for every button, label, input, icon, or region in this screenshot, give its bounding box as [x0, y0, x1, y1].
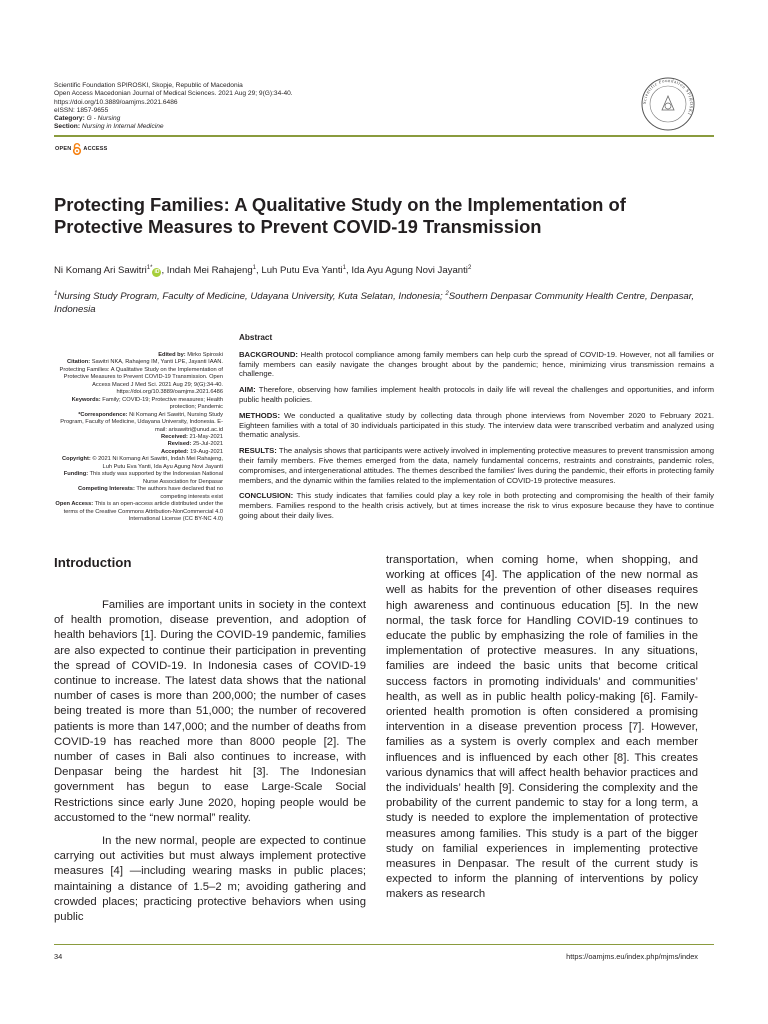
introduction-heading: Introduction	[54, 555, 132, 570]
article-metadata	[54, 352, 223, 523]
body-right-column	[386, 553, 698, 903]
meta-label: *Correspondence:	[78, 411, 128, 418]
footer-divider	[54, 944, 714, 945]
meta-value: 19-Aug-2021	[190, 448, 223, 455]
meta-label: Competing Interests:	[77, 486, 135, 493]
abstract	[239, 333, 714, 527]
affiliation-mark: 1	[54, 291, 58, 297]
meta-value: © 2021 Ni Komang Ari Sawitri, Indah Mei Rahajeng, Luh Putu Eva Yanti, Ida Ayu Agung Novi Jayanti	[92, 456, 223, 470]
foundation-seal-logo	[640, 76, 696, 132]
author-list: Ni Komang Ari Sawitri$^{1*}$iD , Indah Mei Rahajeng$^1$, Luh Putu Eva Yanti$^1$, Ida Ayu Agung Novi Jayanti$^2$	[54, 265, 472, 276]
meta-value: Sawitri NKA, Rahajeng IM, Yanti LPE, Jayanti IAAN. Protecting Families: A Qualitative Study on the Implementation of Protective Measures to Prevent COVID-19 Transmission. Open Access Maced J Med Sci. 2021 Aug 29; 9(G):34-40. https://doi.org/10.3889/oamjms.2021.6486	[59, 359, 223, 396]
author-affiliation-mark: 2	[467, 265, 472, 271]
open-access-badge	[55, 143, 108, 155]
meta-label: Edited by:	[158, 352, 186, 358]
body-paragraph: In the new normal, people are expected to continue carrying out activities but must always implement protective measures [4] —including wearing masks in public places; maintaining a distance of 1.5–2 m; avoiding gathering and crowded places; practicing protective behaviors when using public	[54, 835, 366, 924]
abstract-text: Health protocol compliance among family members can help curb the spread of COVID-19. However, not all families or family members can easily navigate the changes brought about by the pandemic; hence, minimizing virus transmission remains a challenge.	[239, 349, 714, 379]
abstract-label: BACKGROUND:	[239, 349, 298, 359]
meta-value: Mirko Spiroski	[187, 352, 223, 358]
affiliation-mark: 2	[445, 291, 449, 297]
author-affiliation-mark: 1*	[146, 265, 153, 271]
meta-label: Accepted:	[161, 448, 189, 455]
meta-value: Family; COVID-19; Protective measures; Health protection; Pandemic	[102, 396, 223, 411]
abstract-title: Abstract	[239, 333, 273, 342]
body-paragraph: transportation, when coming home, when shopping, and working at offices [4]. The application of the new normal as well as habits for the prevention of other diseases requires high awareness and continuous education [5]. In the new normal, the task force for Handling COVID-19 continues to educate the public by emphasizing the role of families in the implementation of protective measures. In any situations, families are indeed the basic units that become critical success factors in promoting individuals’ and communities’ health, as well as in public health policy-making [6]. Family-oriented health promotion is often considered a promising intervention in a disease prevention process [7]. However, families as a system is overly complex and each member influences and is influenced by each other [8]. This creates various dynamics that will affect health behavior practices and the individuals’ health [9]. Considering the complexity and the probability of the current pandemic to stay for a long term, a study is needed to explore the implementation of protective measures among families. This study is a part of the bigger study on familial experiences in implementing protective measures in Denpasar. The result of the current study is expected to inform the planning of interventions by policy makers as research	[386, 554, 698, 901]
abstract-background	[239, 350, 714, 379]
meta-open-access	[54, 501, 223, 523]
journal-url-link[interactable]: https://oamjms.eu/index.php/mjms/index	[566, 952, 698, 961]
abstract-aim	[239, 385, 714, 405]
meta-funding	[54, 471, 223, 486]
meta-value: This is an open-access article distributed under the terms of the Creative Commons Attribution-NonCommercial 4.0 International License (CC BY-NC 4.0)	[63, 501, 223, 522]
author-name: Luh Putu Eva Yanti	[261, 265, 343, 276]
affiliation-text: Southern Denpasar Community Health Centre, Denpasar, Indonesia	[54, 291, 695, 315]
orcid-icon[interactable]: iD	[154, 269, 160, 275]
meta-revised	[54, 441, 223, 448]
doi-link[interactable]: https://doi.org/10.3889/oamjms.2021.6486	[54, 98, 178, 106]
category-value: G - Nursing	[86, 115, 121, 123]
abstract-text: This study indicates that families could play a key role in both protecting and compromising the health of their family members. Families respond to the health crisis actively, but at times increase the risk to virus exposure because they have to continue going about their daily lives.	[239, 491, 714, 520]
abstract-conclusion	[239, 491, 714, 520]
category-line	[54, 115, 614, 123]
meta-label: Copyright:	[62, 456, 91, 463]
abstract-label: CONCLUSION:	[239, 491, 294, 501]
meta-value: This study was supported by the Indonesian National Nurse Association for Denpasar	[89, 471, 223, 485]
meta-label: Citation:	[67, 359, 91, 366]
affiliation-text: Nursing Study Program, Faculty of Medicine, Udayana University, Kuta Selatan, Indonesia;	[57, 291, 443, 302]
meta-correspondence	[54, 412, 223, 434]
section-value: Nursing in Internal Medicine	[81, 123, 164, 131]
eissn-line: eISSN: 1857-9655	[54, 106, 109, 114]
page-number: 34	[54, 952, 63, 961]
open-access-lock-icon	[72, 143, 82, 155]
author-name: Ni Komang Ari Sawitri	[54, 265, 147, 276]
section-label: Section:	[54, 123, 81, 131]
meta-copyright	[54, 456, 223, 471]
article-title: Protecting Families: A Qualitative Study on the Implementation of Protective Measures to Prevent COVID-19 Transmission	[54, 194, 626, 237]
meta-value: 21-May-2021	[189, 433, 223, 440]
meta-label: Funding:	[63, 471, 89, 478]
meta-competing	[54, 486, 223, 501]
publisher-line: Scientific Foundation SPIROSKI, Skopje, Republic of Macedonia	[54, 82, 243, 89]
section-line	[54, 123, 614, 131]
journal-line: Open Access Macedonian Journal of Medical Sciences. 2021 Aug 29; 9(G):34-40.	[54, 90, 293, 98]
author-affiliation-mark: 1	[342, 265, 346, 271]
meta-value: The authors have declared that no competing interests exist	[136, 486, 223, 500]
meta-value: 25-Jul-2021	[192, 441, 223, 448]
abstract-text: Therefore, observing how families implement health protocols in daily life will reveal the challenges and opportunities, and inform public health policies.	[239, 385, 714, 404]
meta-label: Revised:	[167, 441, 192, 448]
meta-citation	[54, 359, 223, 396]
abstract-label: METHODS:	[239, 410, 280, 420]
meta-edited	[54, 352, 223, 359]
affiliations	[54, 288, 714, 316]
abstract-text: We conducted a qualitative study by collecting data through phone interviews from November 2020 to February 2021. Eighteen families with a total of 30 individuals participated in this study. The interview data were transcribed verbatim and analyzed using thematic analysis.	[239, 410, 714, 440]
access-label: ACCESS	[83, 146, 108, 152]
meta-value: Ni Komang Ari Sawitri, Nursing Study Program, Faculty of Medicine, Udayana University, Indonesia. E-mail: arisawitri@unud.ac.id	[60, 411, 223, 433]
author-name: Ida Ayu Agung Novi Jayanti	[351, 265, 468, 276]
body-paragraph: Families are important units in society in the context of health promotion, disease prevention, and adoption of health behaviors [1]. During the COVID-19 pandemic, families are also expected to continue their participation in preventing the spread of COVID-19. In Indonesia cases of COVID-19 continue to increase. The latest data shows that the national number of cases is more than 200,000; the number of cases being treated is more than 51,000; the number of recovered patients is more than 147,000; and the number of deaths from COVID-19 has reached more than 8000 people [2]. The number of cases in Bali also continues to increase, with Denpasar being the hardest hit [3]. The Indonesian government has begun to ease Large-Scale Social Restrictions since early June 2020, hoping people would be accustomed to the “new normal” reality.	[54, 599, 366, 824]
meta-label: Open Access:	[55, 501, 94, 508]
open-label: OPEN	[55, 146, 72, 152]
abstract-text: The analysis shows that participants were actively involved in implementing protective measures to prevent transmission among their family members. Five themes emerged from the data, namely fundamental concerns, restraints and constraints, pandemic roles, compromises, and intergenerational attitudes. The themes described the families' lives during the pandemic, their efforts in protecting family members, and the dynamic within the families related to the implementation of COVID-19 protective measures.	[239, 446, 714, 485]
header-divider	[54, 135, 714, 137]
abstract-label: AIM:	[239, 385, 256, 395]
author-name: Indah Mei Rahajeng	[166, 265, 253, 276]
meta-label: Keywords:	[71, 396, 101, 403]
author-affiliation-mark: 1	[252, 265, 257, 271]
category-label: Category:	[54, 115, 85, 123]
abstract-methods	[239, 411, 714, 440]
meta-label: Received:	[161, 433, 188, 440]
meta-received	[54, 434, 223, 441]
meta-keywords	[54, 397, 223, 412]
journal-header-info	[54, 82, 614, 132]
abstract-label: RESULTS:	[239, 446, 277, 456]
seal-text: Scientific Foundation SPIROSKI	[641, 77, 695, 117]
body-left-column	[54, 555, 366, 925]
abstract-results	[239, 446, 714, 485]
